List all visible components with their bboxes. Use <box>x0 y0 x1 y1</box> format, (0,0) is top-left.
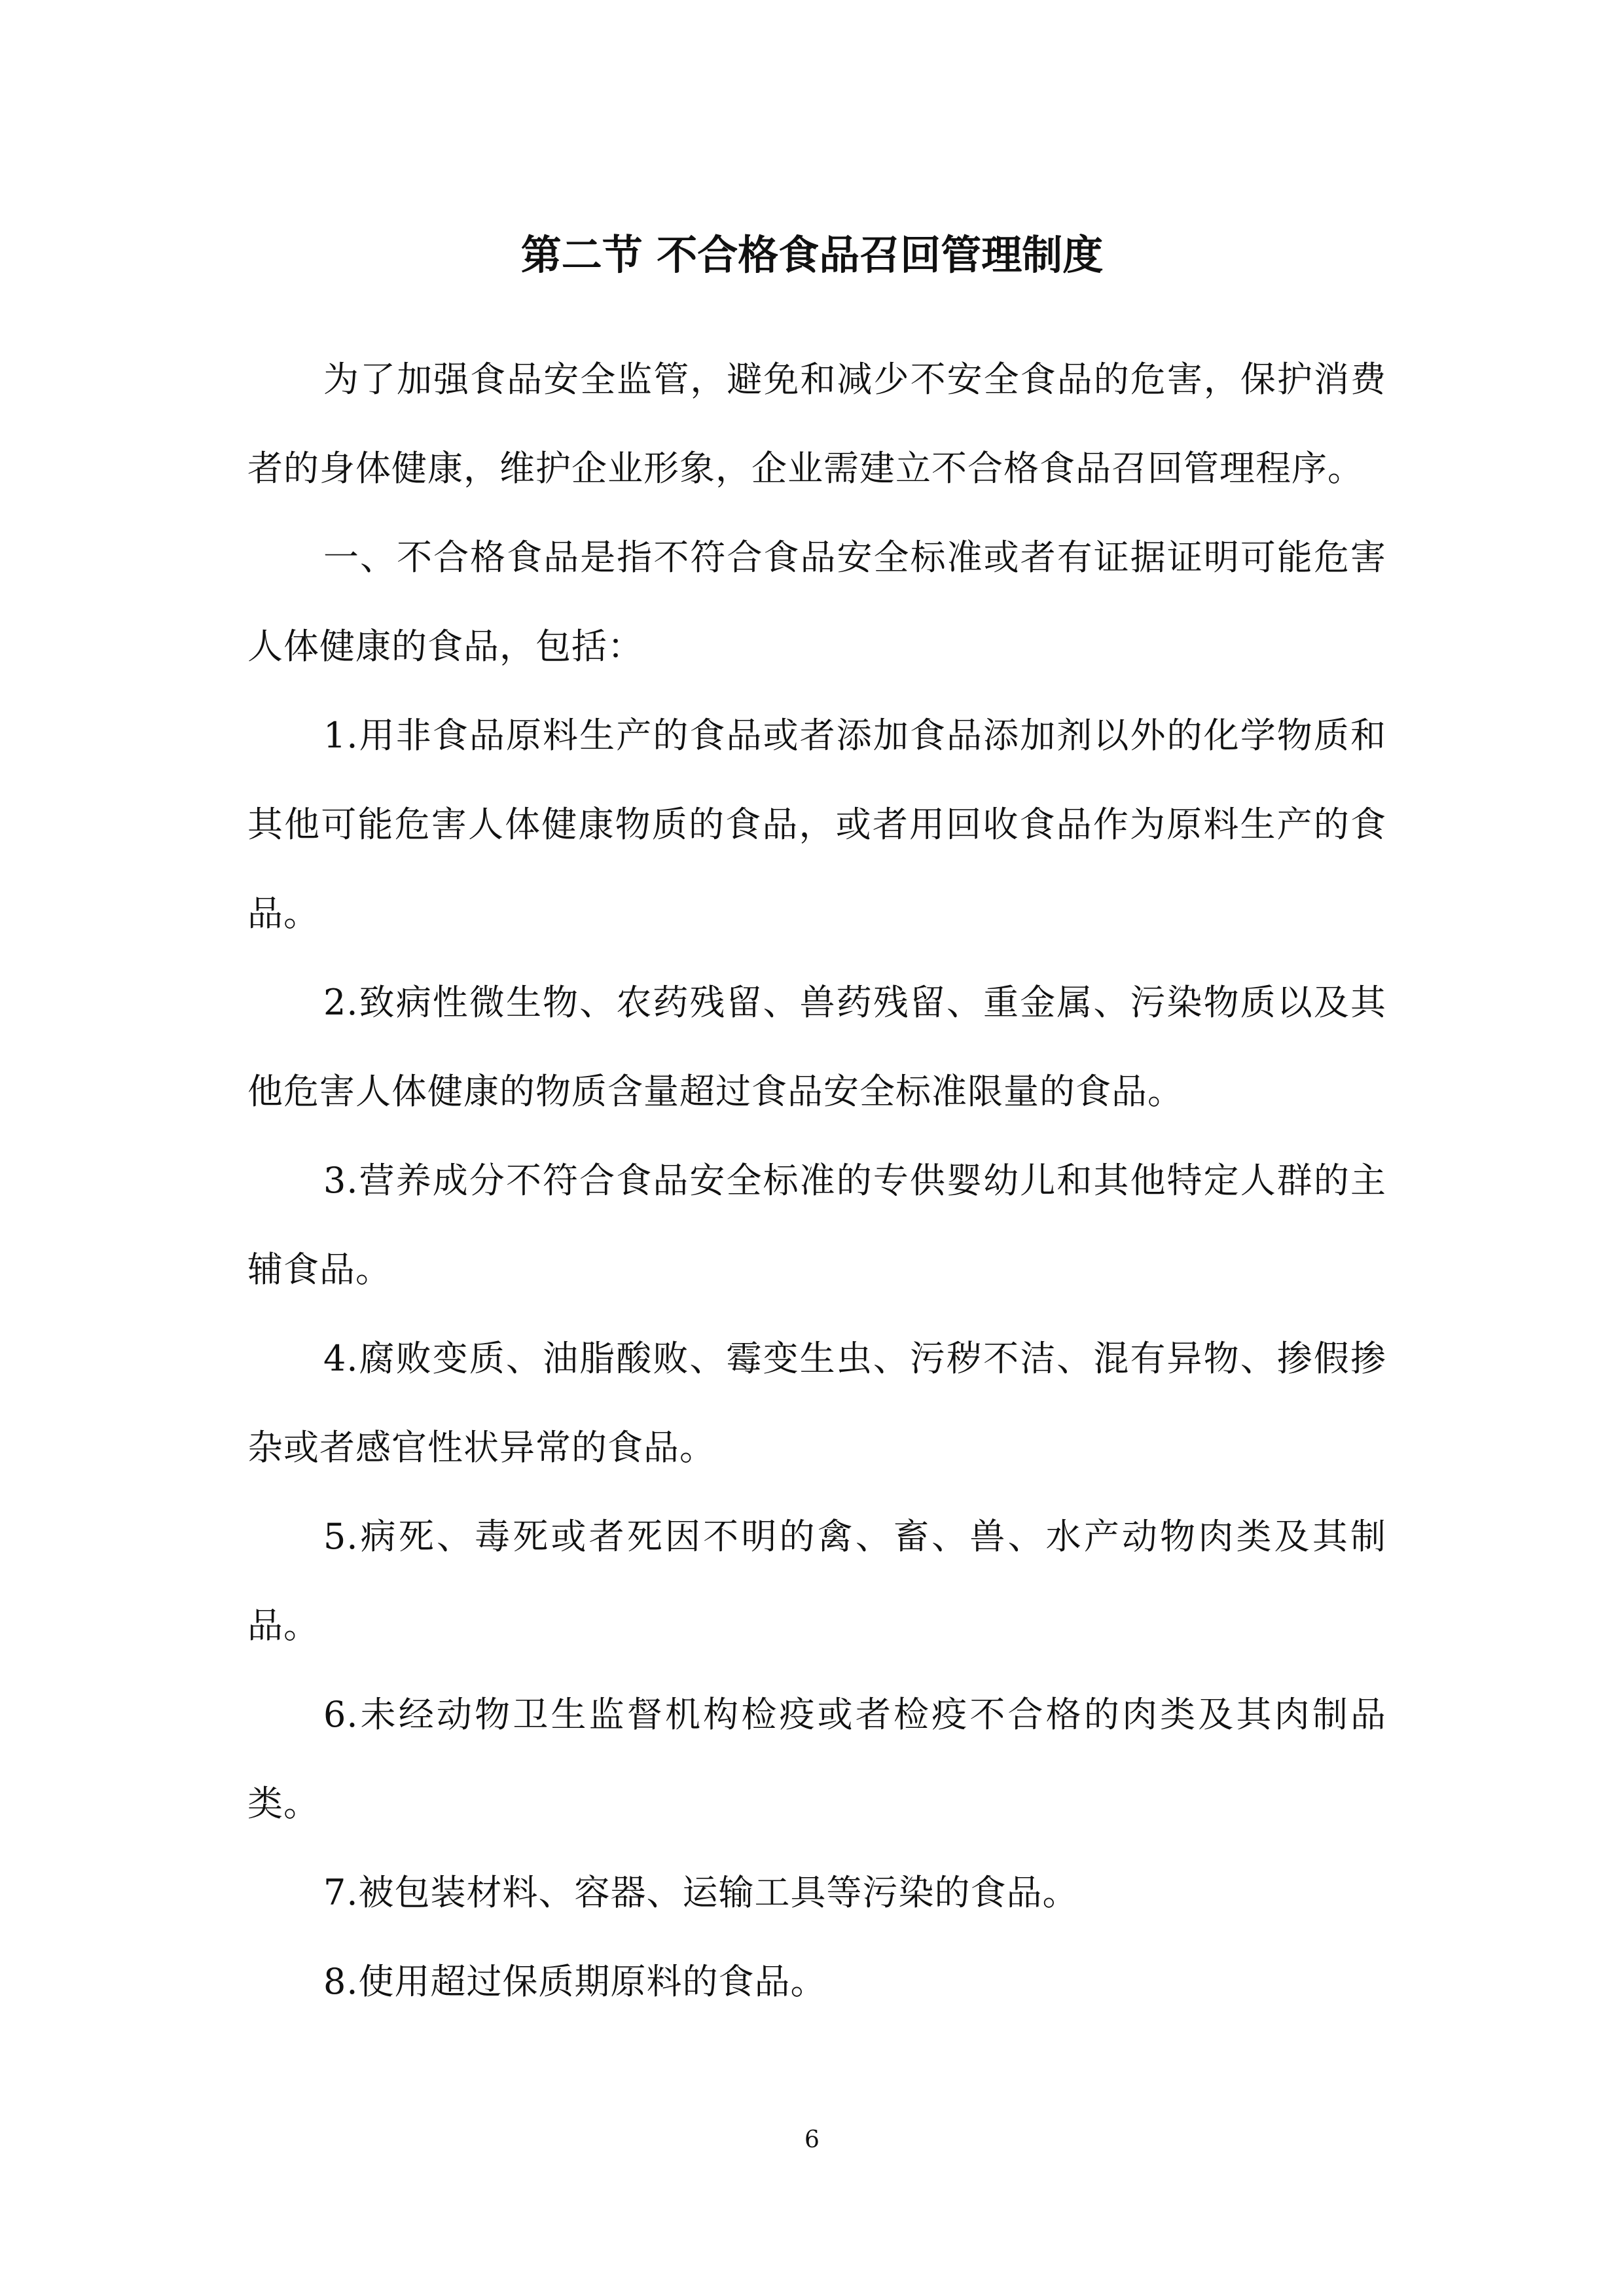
list-item: 2.致病性微生物、农药残留、兽药残留、重金属、污染物质以及其他危害人体健康的物质含量超过食品安全标准限量的食品。 <box>247 982 1386 1112</box>
document-body <box>247 335 1386 2026</box>
paragraph-definition: 一、不合格食品是指不符合食品安全标准或者有证据证明可能危害人体健康的食品，包括： <box>247 537 1386 667</box>
list-item: 1.用非食品原料生产的食品或者添加食品添加剂以外的化学物质和其他可能危害人体健康物质的食品，或者用回收食品作为原料生产的食品。 <box>247 715 1386 934</box>
page-title: 第二节 不合格食品召回管理制度 <box>520 231 1104 279</box>
list-item: 8.使用超过保质期原料的食品。 <box>323 1961 827 2002</box>
list-item: 4.腐败变质、油脂酸败、霉变生虫、污秽不洁、混有异物、掺假掺杂或者感官性状异常的食品。 <box>247 1338 1386 1468</box>
page-number: 6 <box>804 2126 820 2153</box>
list-item: 3.营养成分不符合食品安全标准的专供婴幼儿和其他特定人群的主辅食品。 <box>247 1160 1386 1290</box>
paragraph-intro: 为了加强食品安全监管，避免和减少不安全食品的危害，保护消费者的身体健康，维护企业形象，企业需建立不合格食品召回管理程序。 <box>247 359 1386 489</box>
list-item: 7.被包装材料、容器、运输工具等污染的食品。 <box>323 1872 1079 1913</box>
list-item: 6.未经动物卫生监督机构检疫或者检疫不合格的肉类及其肉制品类。 <box>247 1694 1386 1824</box>
list-item: 5.病死、毒死或者死因不明的禽、畜、兽、水产动物肉类及其制品。 <box>247 1516 1386 1646</box>
